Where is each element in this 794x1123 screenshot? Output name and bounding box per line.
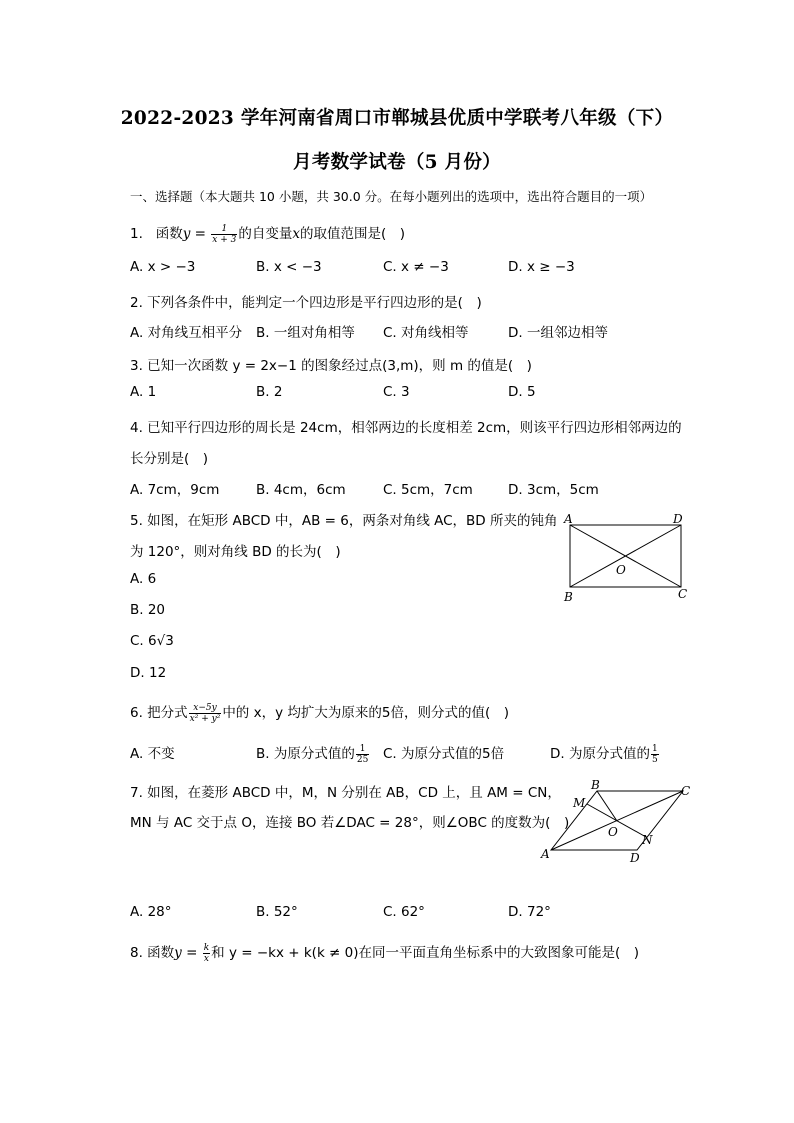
q6-option-c: C. 为原分式值的5倍: [383, 746, 505, 762]
q6-option-d-fraction: $\frac{1}{5}$: [651, 743, 658, 765]
question-1: [130, 222, 405, 245]
label-o: O: [616, 563, 626, 577]
q4-option-b: B. 4cm，6cm: [256, 482, 346, 498]
q2-option-b: B. 一组对角相等: [256, 325, 355, 341]
q1-var: x: [292, 226, 300, 242]
question-5-line2: 为 120°，则对角线 BD 的长为( ): [130, 544, 341, 560]
question-7-line2: MN 与 AC 交于点 O，连接 BO 若∠DAC = 28°，则∠OBC 的度数为( ): [130, 815, 570, 831]
q1-pre: 函数: [155, 226, 183, 242]
q7-option-b: B. 52°: [256, 904, 298, 920]
q2-option-a: A. 对角线互相平分: [130, 325, 243, 341]
label-b: B: [564, 590, 573, 604]
q6-post: 中的 x，y 均扩大为原来的5倍，则分式的值( ): [222, 705, 509, 721]
label-n: N: [642, 833, 653, 847]
label-b: B: [591, 778, 600, 792]
q3-option-a: A. 1: [130, 384, 157, 400]
rhombus-figure: [535, 776, 700, 866]
label-d: D: [630, 851, 640, 865]
question-7-line1: 7. 如图，在菱形 ABCD 中，M，N 分别在 AB，CD 上，且 AM = CN，: [130, 785, 561, 801]
q1-option-c: C. x ≠ −3: [383, 259, 449, 275]
q7-option-c: C. 62°: [383, 904, 425, 920]
q6-option-b-fraction: $\frac{1}{25}$: [356, 743, 369, 765]
label-c: C: [681, 784, 691, 798]
question-2: 2. 下列各条件中，能判定一个四边形是平行四边形的是( ): [130, 295, 482, 311]
q1-number: 1.: [130, 226, 143, 242]
question-3: 3. 已知一次函数 y = 2x−1 的图象经过点(3,m)，则 m 的值是( ): [130, 358, 532, 374]
label-o: O: [608, 825, 618, 839]
question-4-line2: 长分别是( ): [130, 451, 209, 467]
q3-option-d: D. 5: [508, 384, 536, 400]
q8-pre: 8. 函数: [130, 945, 175, 961]
q6-option-d: D. 为原分式值的 $\frac{1}{5}$: [550, 743, 658, 765]
q1-post2: 的取值范围是( ): [300, 226, 406, 242]
q7-option-a: A. 28°: [130, 904, 172, 920]
q8-post: 和 y = −kx + k(k ≠ 0)在同一平面直角坐标系中的大致图象可能是( ): [211, 945, 640, 961]
segment-bo: [597, 791, 617, 821]
q5-option-b: B. 20: [130, 602, 166, 618]
question-4-line1: 4. 已知平行四边形的周长是 24cm，相邻两边的长度相差 2cm，则该平行四边形相邻两边的: [130, 420, 682, 436]
q8-expr: y =: [174, 945, 198, 961]
q5-option-c: C. 6√3: [130, 633, 174, 649]
q3-option-c: C. 3: [383, 384, 410, 400]
q6-fraction: $\frac{x-5y}{\text{x² + y²}}$: [189, 702, 221, 724]
label-a: A: [564, 512, 573, 526]
q8-fraction: $\frac{k}{x}$: [203, 942, 210, 964]
q7-option-d: D. 72°: [508, 904, 551, 920]
q5-option-d: D. 12: [130, 665, 167, 681]
q4-option-a: A. 7cm，9cm: [130, 482, 220, 498]
q2-option-d: D. 一组邻边相等: [508, 325, 608, 341]
label-m: M: [573, 796, 586, 810]
label-a: A: [541, 847, 550, 861]
q1-post: 的自变量: [238, 226, 293, 242]
q1-fraction: $\frac{1}{x + 3}$: [212, 223, 237, 245]
question-8: [130, 941, 639, 964]
page-title-line1: 2022-2023 学年河南省周口市郸城县优质中学联考八年级（下）: [120, 108, 674, 129]
q1-option-d: D. x ≥ −3: [508, 259, 575, 275]
q2-option-c: C. 对角线相等: [383, 325, 469, 341]
page-title-line2: 月考数学试卷（5 月份）: [293, 152, 501, 173]
label-d: D: [673, 512, 683, 526]
q5-option-a: A. 6: [130, 571, 157, 587]
q4-option-d: D. 3cm，5cm: [508, 482, 599, 498]
q6-option-b: B. 为原分式值的 $\frac{1}{25}$: [256, 743, 369, 765]
section-header: 一、选择题（本大题共 10 小题，共 30.0 分。在每小题列出的选项中，选出符合题目的一项）: [130, 189, 653, 204]
q6-pre: 6. 把分式: [130, 705, 188, 721]
q1-option-a: A. x > −3: [130, 259, 196, 275]
question-6: [130, 701, 509, 724]
question-5-line1: 5. 如图，在矩形 ABCD 中，AB = 6，两条对角线 AC，BD 所夹的钝角: [130, 513, 558, 529]
label-c: C: [678, 587, 688, 601]
rectangle-figure: [558, 510, 698, 605]
q1-expr: y =: [182, 226, 206, 242]
q3-option-b: B. 2: [256, 384, 283, 400]
q1-option-b: B. x < −3: [256, 259, 322, 275]
q6-option-a: A. 不变: [130, 746, 175, 762]
q4-option-c: C. 5cm，7cm: [383, 482, 473, 498]
